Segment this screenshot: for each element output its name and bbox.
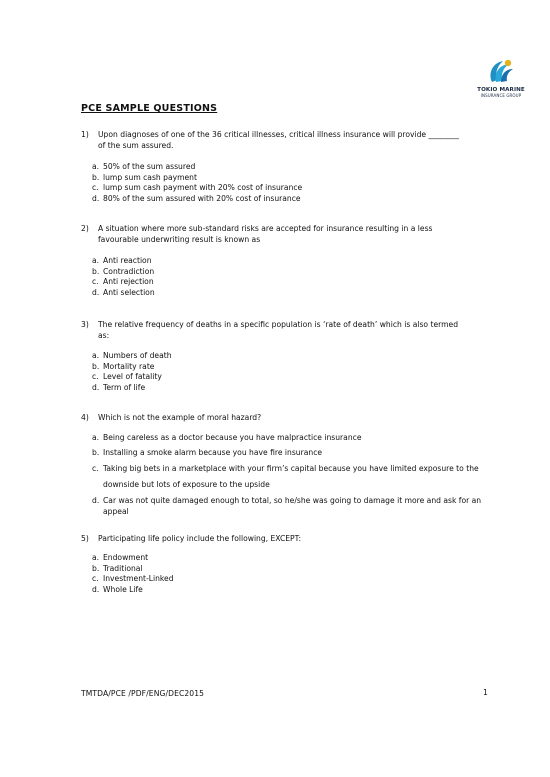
option-text: Car was not quite damaged enough to total, so he/she was going to damage it more and ask for an appeal <box>103 496 482 516</box>
option-list <box>81 256 483 298</box>
option-text: Endowment <box>103 553 149 562</box>
logo-subtitle-text: INSURANCE GROUP <box>480 93 522 98</box>
logo-brand-text: TOKIO MARINE <box>477 87 525 93</box>
question-number: 1) <box>81 130 89 139</box>
option-letter: c. <box>92 183 99 192</box>
option-a <box>81 162 483 173</box>
option-text: 50% of the sum assured <box>103 162 196 171</box>
option-c <box>81 574 483 585</box>
option-letter: c. <box>92 277 99 286</box>
option-list <box>81 432 483 517</box>
option-b <box>81 447 483 460</box>
footer-document-code: TMTDA/PCE /PDF/ENG/DEC2015 <box>81 689 205 698</box>
question-3 <box>81 319 483 393</box>
option-letter: a. <box>92 553 100 562</box>
option-letter: a. <box>92 351 100 360</box>
question-stem: Which is not the example of moral hazard? <box>98 413 262 422</box>
option-d <box>81 383 483 394</box>
option-text: Anti rejection <box>103 277 154 286</box>
option-text: Level of fatality <box>103 372 162 381</box>
option-c <box>81 372 483 383</box>
option-a <box>81 553 483 564</box>
option-letter: c. <box>92 372 99 381</box>
question-1 <box>81 129 483 204</box>
option-letter: b. <box>92 266 100 276</box>
question-number: 2) <box>81 224 89 233</box>
option-text: 80% of the sum assured with 20% cost of insurance <box>103 193 301 203</box>
tokio-marine-emblem-icon <box>486 58 516 86</box>
question-4 <box>81 412 483 519</box>
option-text: Traditional <box>103 563 143 573</box>
option-d <box>81 585 483 596</box>
option-a <box>81 351 483 362</box>
question-number: 5) <box>81 534 89 543</box>
question-stem: Upon diagnoses of one of the 36 critical illnesses, critical illness insurance will provide ________ of the sum assured. <box>98 130 459 150</box>
option-letter: b. <box>92 563 100 573</box>
option-text: Being careless as a doctor because you have malpractice insurance <box>103 433 362 442</box>
question-number: 3) <box>81 320 89 329</box>
option-text: lump sum cash payment <box>103 172 197 182</box>
option-letter: b. <box>92 172 100 182</box>
option-letter: a. <box>92 433 100 442</box>
question-stem: A situation where more sub-standard risks are accepted for insurance resulting in a less favourable underwriting result is known as <box>98 224 433 244</box>
option-text: lump sum cash payment with 20% cost of insurance <box>103 183 303 192</box>
question-5 <box>81 533 483 595</box>
option-letter: d. <box>92 382 100 392</box>
option-text: Term of life <box>103 382 146 392</box>
option-d <box>81 495 483 517</box>
option-text: Installing a smoke alarm because you have fire insurance <box>103 447 323 457</box>
option-a <box>81 256 483 267</box>
footer-page-number: 1 <box>483 688 488 697</box>
question-number: 4) <box>81 413 89 422</box>
option-c <box>81 277 483 288</box>
option-text: Anti selection <box>103 287 155 297</box>
option-list <box>81 162 483 204</box>
option-b <box>81 564 483 575</box>
option-text: Mortality rate <box>103 361 155 371</box>
option-list <box>81 351 483 393</box>
company-logo <box>470 58 532 98</box>
question-stem: The relative frequency of deaths in a specific population is ‘rate of death’ which is also termed as: <box>98 320 459 340</box>
option-text: Investment-Linked <box>103 574 174 583</box>
option-text: Taking big bets in a marketplace with your firm’s capital because you have limited exposure to the downside but lots of exposure to the upside <box>103 464 479 489</box>
option-letter: c. <box>92 574 99 583</box>
option-b <box>81 173 483 184</box>
option-text: Anti reaction <box>103 256 152 265</box>
option-text: Numbers of death <box>103 351 172 360</box>
option-b <box>81 267 483 278</box>
option-letter: c. <box>92 464 99 473</box>
option-letter: a. <box>92 162 100 171</box>
question-stem: Participating life policy include the following, EXCEPT: <box>98 534 301 543</box>
option-letter: d. <box>92 496 100 505</box>
option-text: Whole Life <box>103 584 143 594</box>
option-list <box>81 553 483 595</box>
option-c <box>81 461 483 493</box>
option-letter: d. <box>92 584 100 594</box>
option-d <box>81 288 483 299</box>
option-d <box>81 194 483 205</box>
option-text: Contradiction <box>103 266 155 276</box>
option-letter: a. <box>92 256 100 265</box>
option-b <box>81 362 483 373</box>
option-letter: b. <box>92 447 100 457</box>
option-letter: b. <box>92 361 100 371</box>
page-title: PCE SAMPLE QUESTIONS <box>81 103 218 114</box>
option-a <box>81 432 483 445</box>
option-letter: d. <box>92 193 100 203</box>
question-2 <box>81 223 483 298</box>
option-letter: d. <box>92 287 100 297</box>
option-c <box>81 183 483 194</box>
